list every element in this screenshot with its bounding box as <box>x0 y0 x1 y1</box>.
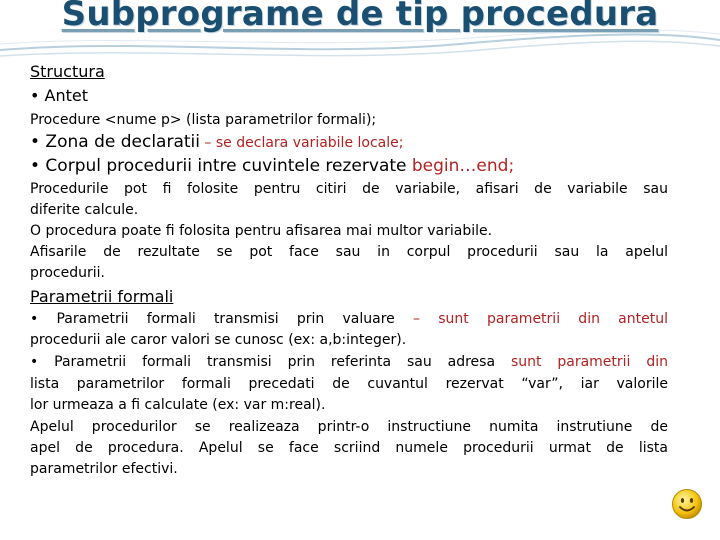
valoare-prefix: • Parametrii formali transmisi prin valuare <box>30 311 414 327</box>
declaratii-suffix: – se declara variabile locale; <box>199 135 404 151</box>
declaratii-line <box>30 132 668 152</box>
corpul-line <box>30 156 668 176</box>
antet-syntax: Procedure <nume p> (lista parametrilor formali); <box>30 112 377 128</box>
referinta-line2: lista parametrilor formali precedati de cuvantul rezervat “var”, iar valorile <box>30 376 668 392</box>
structura-heading: Structura <box>30 62 105 81</box>
antet-bullet: • Antet <box>30 86 88 105</box>
apel-line3: parametrilor efectivi. <box>30 461 178 477</box>
referinta-line1 <box>30 354 668 370</box>
para3-line2: procedurii. <box>30 265 105 281</box>
para1-line2: diferite calcule. <box>30 202 139 218</box>
valoare-line1 <box>30 311 668 327</box>
para3-line1: Afisarile de rezultate se pot face sau in corpul procedurii sau la apelul <box>30 244 668 260</box>
declaratii-prefix: • Zona de declaratii <box>30 132 200 152</box>
corpul-prefix: • Corpul procedurii intre cuvintele rezervate <box>30 156 412 176</box>
para2: O procedura poate fi folosita pentru afisarea mai multor variabile. <box>30 223 493 239</box>
valoare-line2: procedurii ale caror valori se cunosc (ex: a,b:integer). <box>30 332 407 348</box>
valoare-suffix: – sunt parametrii din antetul <box>413 311 668 327</box>
referinta-suffix: sunt parametrii din <box>510 354 668 370</box>
parametri-heading: Parametrii formali <box>30 287 174 306</box>
slide-title: Subprograme de tip procedura <box>61 0 659 34</box>
smiley-icon <box>671 488 703 520</box>
referinta-line3: lor urmeaza a fi calculate (ex: var m:real). <box>30 397 326 413</box>
referinta-prefix: • Parametrii formali transmisi prin referinta sau adresa <box>30 354 511 370</box>
corpul-suffix: begin…end; <box>411 156 515 176</box>
para1-line1: Procedurile pot fi folosite pentru citiri de variabile, afisari de variabile sau <box>30 181 668 197</box>
apel-line1: Apelul procedurilor se realizeaza printr-o instructiune numita instrutiune de <box>30 419 668 435</box>
apel-line2: apel de procedura. Apelul se face scriind numele procedurii urmat de lista <box>30 440 668 456</box>
